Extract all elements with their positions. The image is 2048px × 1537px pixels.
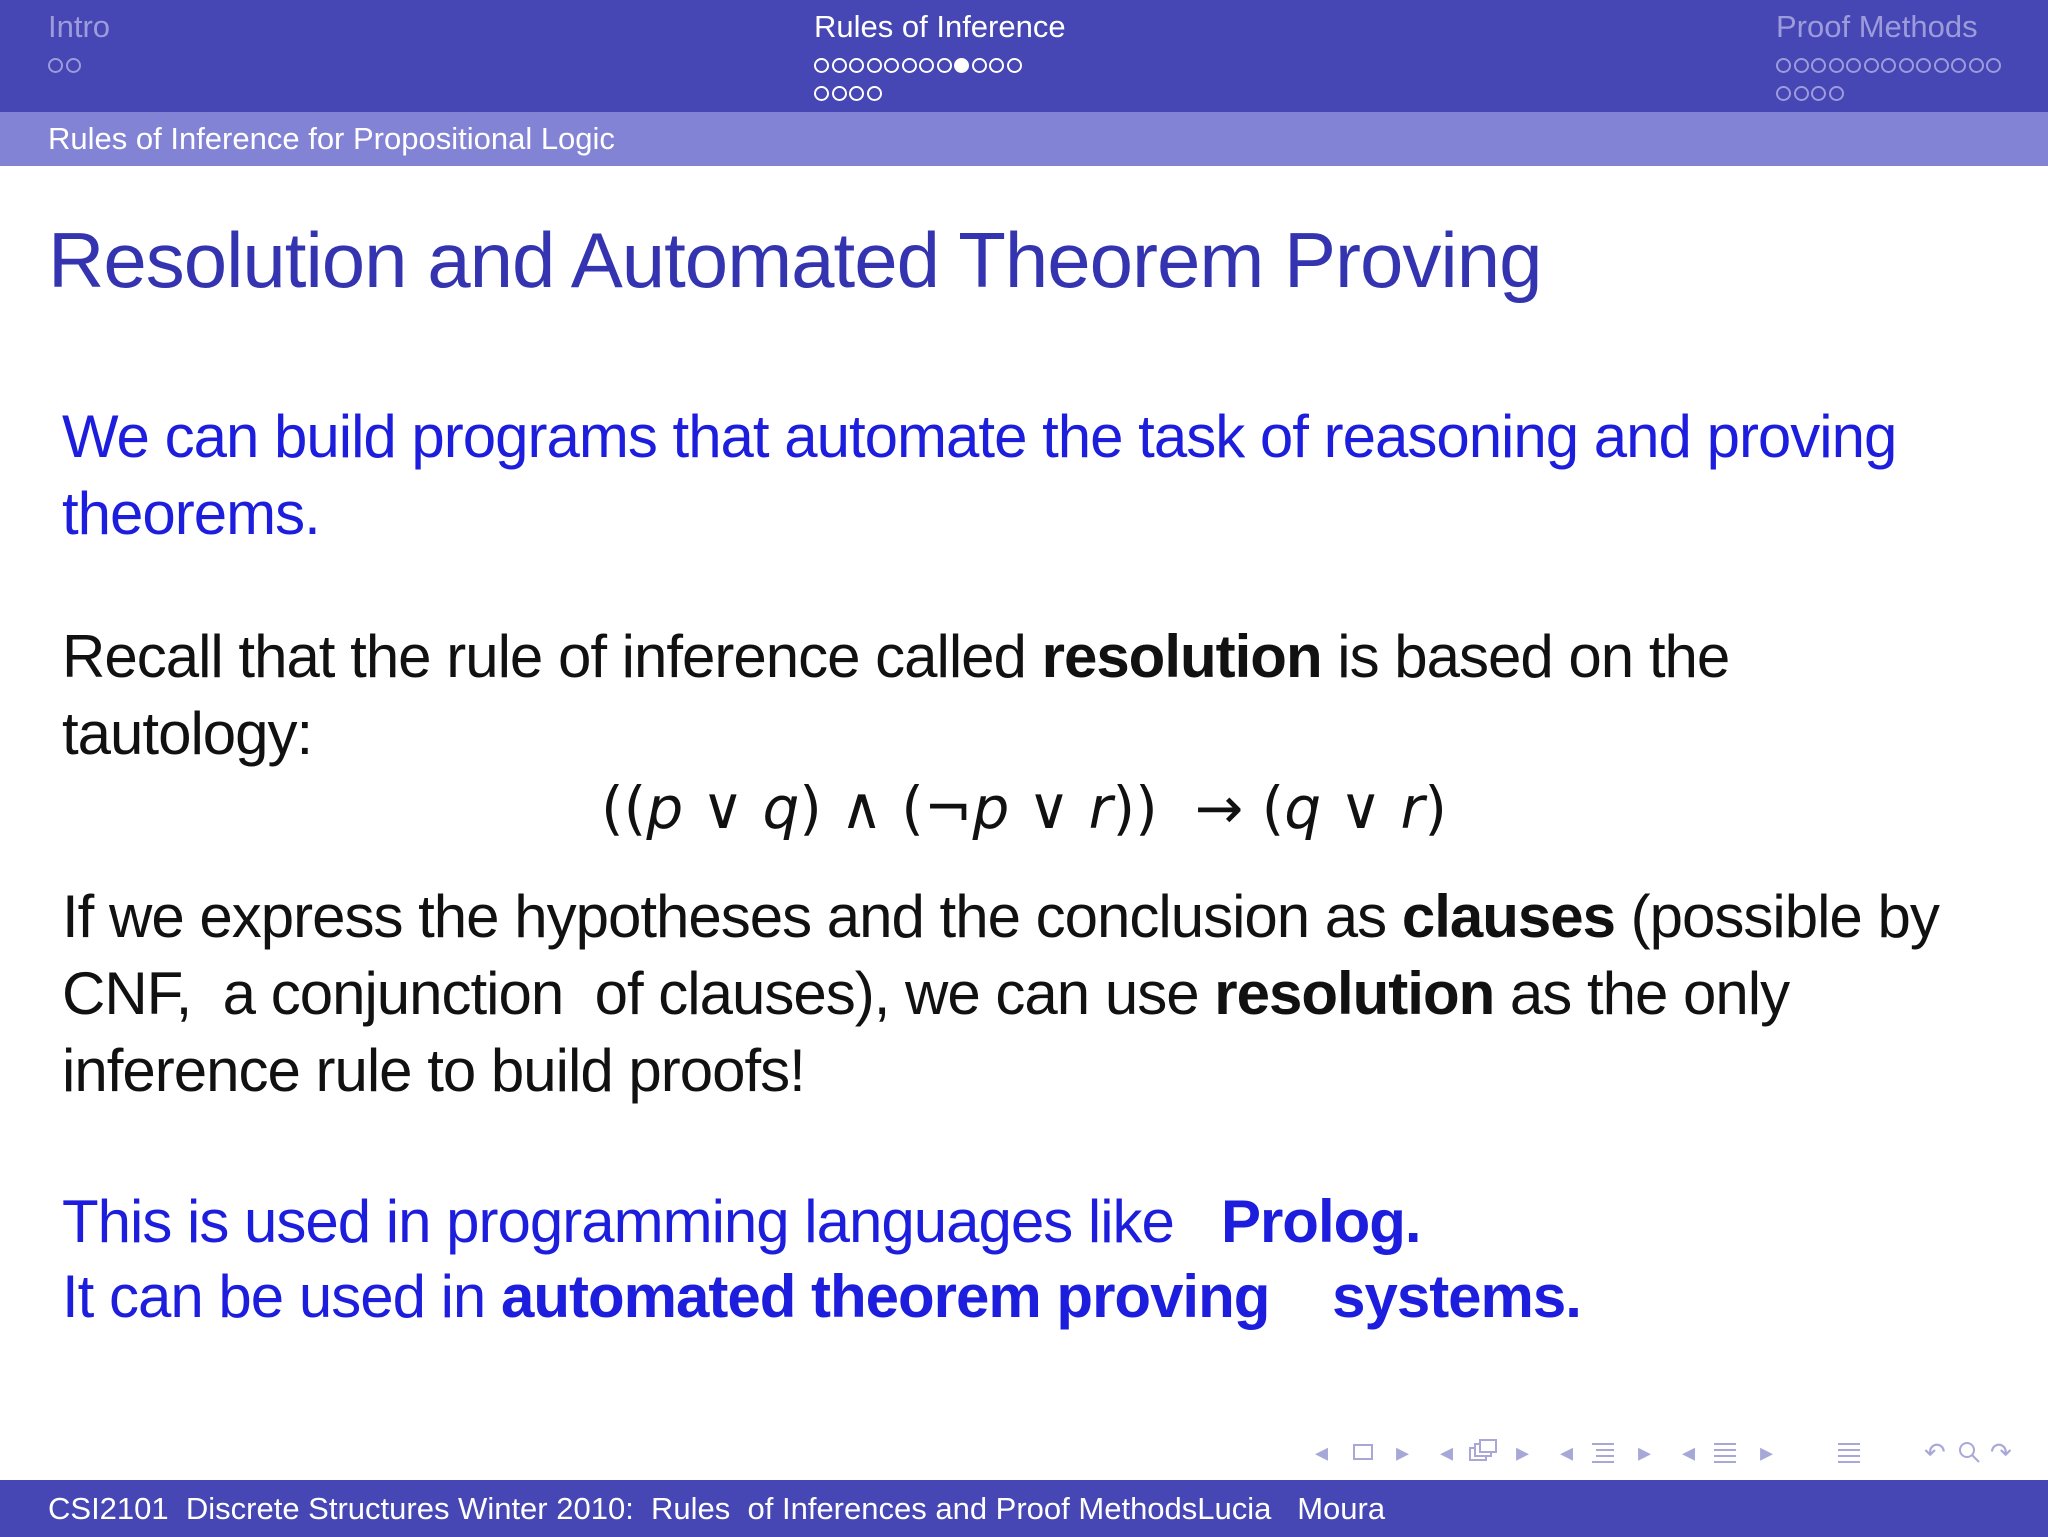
nav-frame-dots[interactable]	[48, 58, 83, 78]
clauses-term: clauses	[1401, 883, 1616, 950]
left-arrow-icon[interactable]: ◂	[1560, 1437, 1574, 1467]
frame-dot[interactable]	[884, 58, 899, 73]
right-arrow-icon[interactable]: ▸	[1760, 1437, 1774, 1467]
right-arrow-icon[interactable]: ▸	[1638, 1437, 1652, 1467]
frame-dot[interactable]	[1776, 58, 1791, 73]
undo-icon[interactable]: ↶	[1924, 1437, 1946, 1467]
subsection-icon[interactable]	[1468, 1432, 1498, 1483]
nav-bar	[0, 0, 2048, 112]
formula-part: )	[1424, 774, 1447, 842]
atp-term-end: systems.	[1269, 1263, 1581, 1330]
nav-frame-dots[interactable]	[814, 86, 884, 106]
frame-icon[interactable]	[1352, 1432, 1374, 1483]
formula-var: q	[1284, 774, 1322, 842]
frame-dot[interactable]	[66, 58, 81, 73]
formula-var: p	[972, 774, 1010, 842]
frame-dot[interactable]	[48, 58, 63, 73]
search-icon[interactable]	[1956, 1432, 1982, 1483]
footer-text: CSI2101 Discrete Structures Winter 2010: Rules of Inferences and Proof MethodsLucia Moura	[48, 1491, 1386, 1526]
frame-dot[interactable]	[902, 58, 917, 73]
nav-frame-dots[interactable]	[814, 58, 1024, 78]
frame-dot[interactable]	[867, 86, 882, 101]
nav-frame-dots[interactable]	[1776, 86, 1846, 106]
footer-bar	[0, 1480, 2048, 1537]
frame-dot[interactable]	[849, 58, 864, 73]
frame-dot[interactable]	[1899, 58, 1914, 73]
frame-dot[interactable]	[867, 58, 882, 73]
frame-dot[interactable]	[1007, 58, 1022, 73]
formula-var: p	[646, 774, 684, 842]
beamer-navigation	[1300, 1432, 2040, 1472]
formula-part: )) → (	[1112, 774, 1285, 842]
section-icon[interactable]	[1590, 1432, 1616, 1483]
resolution-term: resolution	[1041, 623, 1322, 690]
tautology-formula	[0, 770, 2048, 846]
right-arrow-icon[interactable]: ▸	[1516, 1437, 1530, 1467]
frame-dot[interactable]	[1794, 58, 1809, 73]
frame-dot[interactable]	[1934, 58, 1949, 73]
nav-section-title[interactable]: Intro	[48, 9, 111, 44]
right-arrow-icon[interactable]: ▸	[1396, 1437, 1410, 1467]
nav-section-title[interactable]: Proof Methods	[1776, 9, 1978, 44]
frame-dot[interactable]	[1811, 58, 1826, 73]
prolog-text: This is used in programming languages like	[62, 1188, 1221, 1255]
frame-dot[interactable]	[1829, 58, 1844, 73]
formula-var: r	[1088, 774, 1113, 842]
nav-section-title[interactable]: Rules of Inference	[814, 9, 1066, 44]
frame-dot[interactable]	[814, 86, 829, 101]
frame-dot[interactable]	[1951, 58, 1966, 73]
frame-dot[interactable]	[1829, 86, 1844, 101]
doc-icon[interactable]	[1712, 1432, 1738, 1483]
frame-dot[interactable]	[989, 58, 1004, 73]
clauses-text-end: as the only inference rule to build proofs!	[62, 960, 1790, 1104]
frame-dot[interactable]	[1864, 58, 1879, 73]
frame-dot[interactable]	[1776, 86, 1791, 101]
nav-frame-dots[interactable]	[1776, 58, 2004, 78]
slide-title: Resolution and Automated Theorem Proving	[48, 216, 1542, 304]
frame-dot[interactable]	[1846, 58, 1861, 73]
left-arrow-icon[interactable]: ◂	[1440, 1437, 1454, 1467]
current-frame-dot[interactable]	[954, 58, 969, 73]
prolog-term: Prolog.	[1220, 1188, 1421, 1255]
frame-dot[interactable]	[1986, 58, 2001, 73]
frame-dot[interactable]	[1969, 58, 1984, 73]
frame-dot[interactable]	[814, 58, 829, 73]
subsection-title[interactable]: Rules of Inference for Propositional Logic	[48, 121, 615, 156]
frame-dot[interactable]	[972, 58, 987, 73]
formula-part: ∨	[1321, 774, 1401, 842]
atp-line	[62, 1258, 1962, 1335]
recall-text-end: is based on the tautology:	[62, 623, 1730, 767]
clauses-paragraph	[62, 878, 1955, 1109]
recall-text: Recall that the rule of inference called	[62, 623, 1042, 690]
clauses-text: If we express the hypotheses and the conclusion as	[62, 883, 1402, 950]
frame-dot[interactable]	[849, 86, 864, 101]
subsection-bar	[0, 112, 2048, 166]
recall-paragraph	[62, 618, 1782, 772]
frame-dot[interactable]	[1794, 86, 1809, 101]
atp-text: It can be used in	[62, 1263, 501, 1330]
frame-dot[interactable]	[1916, 58, 1931, 73]
formula-part: ) ∧ (¬	[799, 774, 973, 842]
intro-paragraph: We can build programs that automate the task of reasoning and proving theorems.	[62, 403, 1897, 547]
frame-dot[interactable]	[832, 86, 847, 101]
frame-dot[interactable]	[1881, 58, 1896, 73]
formula-part: ∨	[683, 774, 763, 842]
left-arrow-icon[interactable]: ◂	[1315, 1437, 1329, 1467]
atp-term: automated theorem proving	[500, 1263, 1270, 1330]
formula-var: r	[1400, 774, 1425, 842]
clauses-text-mid: (possible by CNF, a conjunction of clauses), we can use	[62, 883, 1955, 1027]
formula-part: ∨	[1009, 774, 1089, 842]
align-icon[interactable]	[1836, 1432, 1862, 1483]
left-arrow-icon[interactable]: ◂	[1682, 1437, 1696, 1467]
redo-icon[interactable]: ↷	[1990, 1437, 2012, 1467]
prolog-line	[62, 1183, 1962, 1260]
frame-dot[interactable]	[937, 58, 952, 73]
resolution-term: resolution	[1214, 960, 1495, 1027]
frame-dot[interactable]	[919, 58, 934, 73]
frame-dot[interactable]	[832, 58, 847, 73]
formula-part: ((	[601, 774, 647, 842]
frame-dot[interactable]	[1811, 86, 1826, 101]
formula-var: q	[762, 774, 800, 842]
